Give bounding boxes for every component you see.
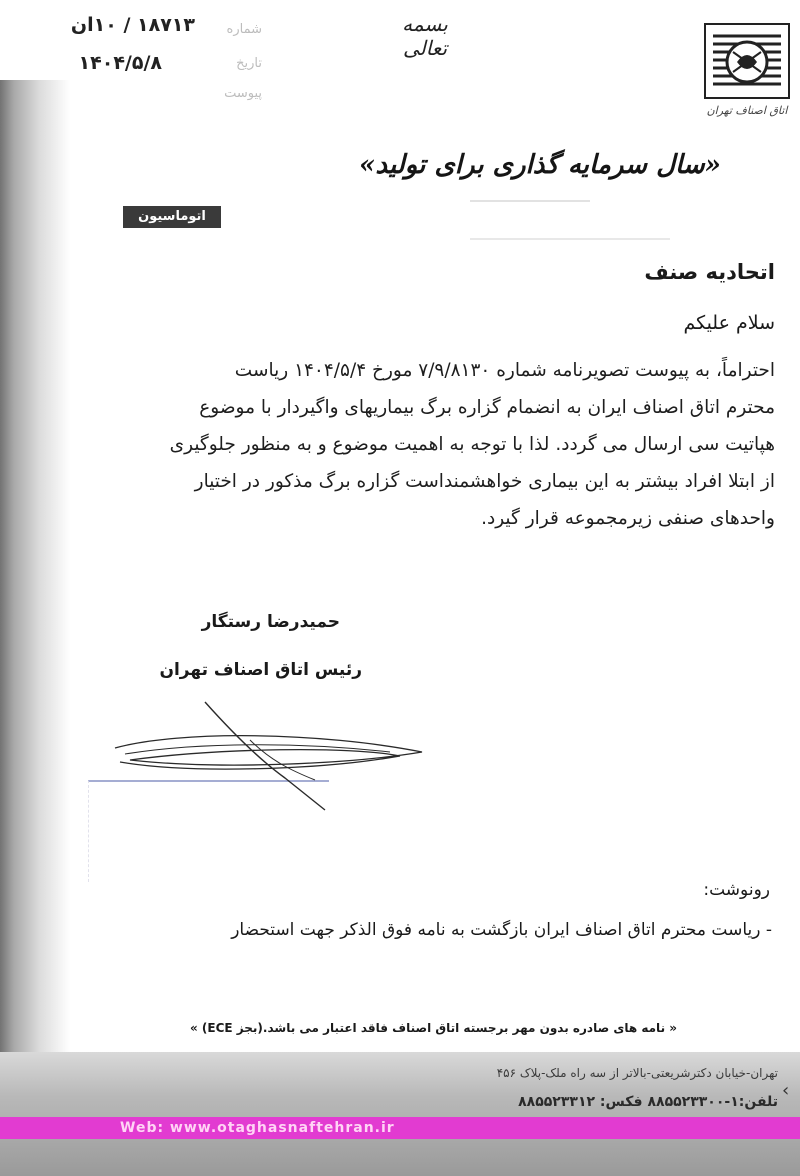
footer-website[interactable]: Web: www.otaghasnaftehran.ir (120, 1120, 395, 1136)
body-line: واحدهای صنفی زیرمجموعه قرار گیرد. (481, 508, 775, 529)
validity-note: « نامه های صادره بدون مهر برجسته اتاق اصناف فاقد اعتبار می باشد.(بجز ECE) » (190, 1021, 677, 1035)
date-label: تاریخ (236, 56, 262, 71)
attachment-label: پیوست (224, 86, 262, 101)
automation-stamp: اتوماسیون اداری (123, 206, 221, 228)
body-line: محترم اتاق اصناف ایران به انضمام گزاره برگ بیماریهای واگیردار با موضوع (199, 397, 775, 418)
addressee: اتحادیه صنف (644, 260, 775, 284)
cc-label: رونوشت: (703, 880, 770, 900)
signatory-title: رئیس اتاق اصناف تهران (159, 660, 362, 680)
body-line: از ابتلا افراد بیشتر به این بیماری خواهشمنداست گزاره برگ مذکور در اختیار (194, 471, 775, 492)
signatory-name: حمیدرضا رستگار (201, 612, 340, 632)
corner-mark: ‹ (782, 1080, 790, 1101)
logo-caption: اتاق اصناف تهران (706, 104, 788, 117)
body-line: هپاتیت سی ارسال می گردد. لذا با توجه به اهمیت موضوع و به منظور جلوگیری (169, 434, 775, 455)
footer-phone: تلفن:۱-۸۸۵۵۲۳۳۰۰ فکس: ۸۸۵۵۲۳۳۱۲ (518, 1094, 778, 1110)
bleed-through-line (470, 238, 670, 240)
motto: «سال سرمایه گذاری برای تولید» (359, 150, 721, 180)
letter-body (100, 352, 775, 537)
cc-line: - ریاست محترم اتاق اصناف ایران بازگشت به نامه فوق الذکر جهت استحضار (231, 920, 772, 940)
body-line: احتراماً، به پیوست تصویرنامه شماره ۷/۹/۸۱۳۰ مورخ ۱۴۰۴/۵/۴ ریاست (234, 360, 775, 381)
letter-number: ۱۸۷۱۳ / ۱۰ان (70, 14, 195, 36)
greeting: سلام علیکم (683, 312, 775, 334)
number-label: شماره (226, 22, 262, 37)
scan-edge-shadow (0, 80, 70, 1176)
besmellah: بسمه تعالی (402, 12, 448, 60)
letter-date: ۱۴۰۴/۵/۸ (78, 52, 162, 74)
bleed-through-line (470, 200, 590, 202)
footer-address: تهران-خیابان دکترشریعتی-بالاتر از سه راه ملک-پلاک ۴۵۶ (496, 1066, 778, 1080)
handwritten-signature (100, 690, 430, 820)
